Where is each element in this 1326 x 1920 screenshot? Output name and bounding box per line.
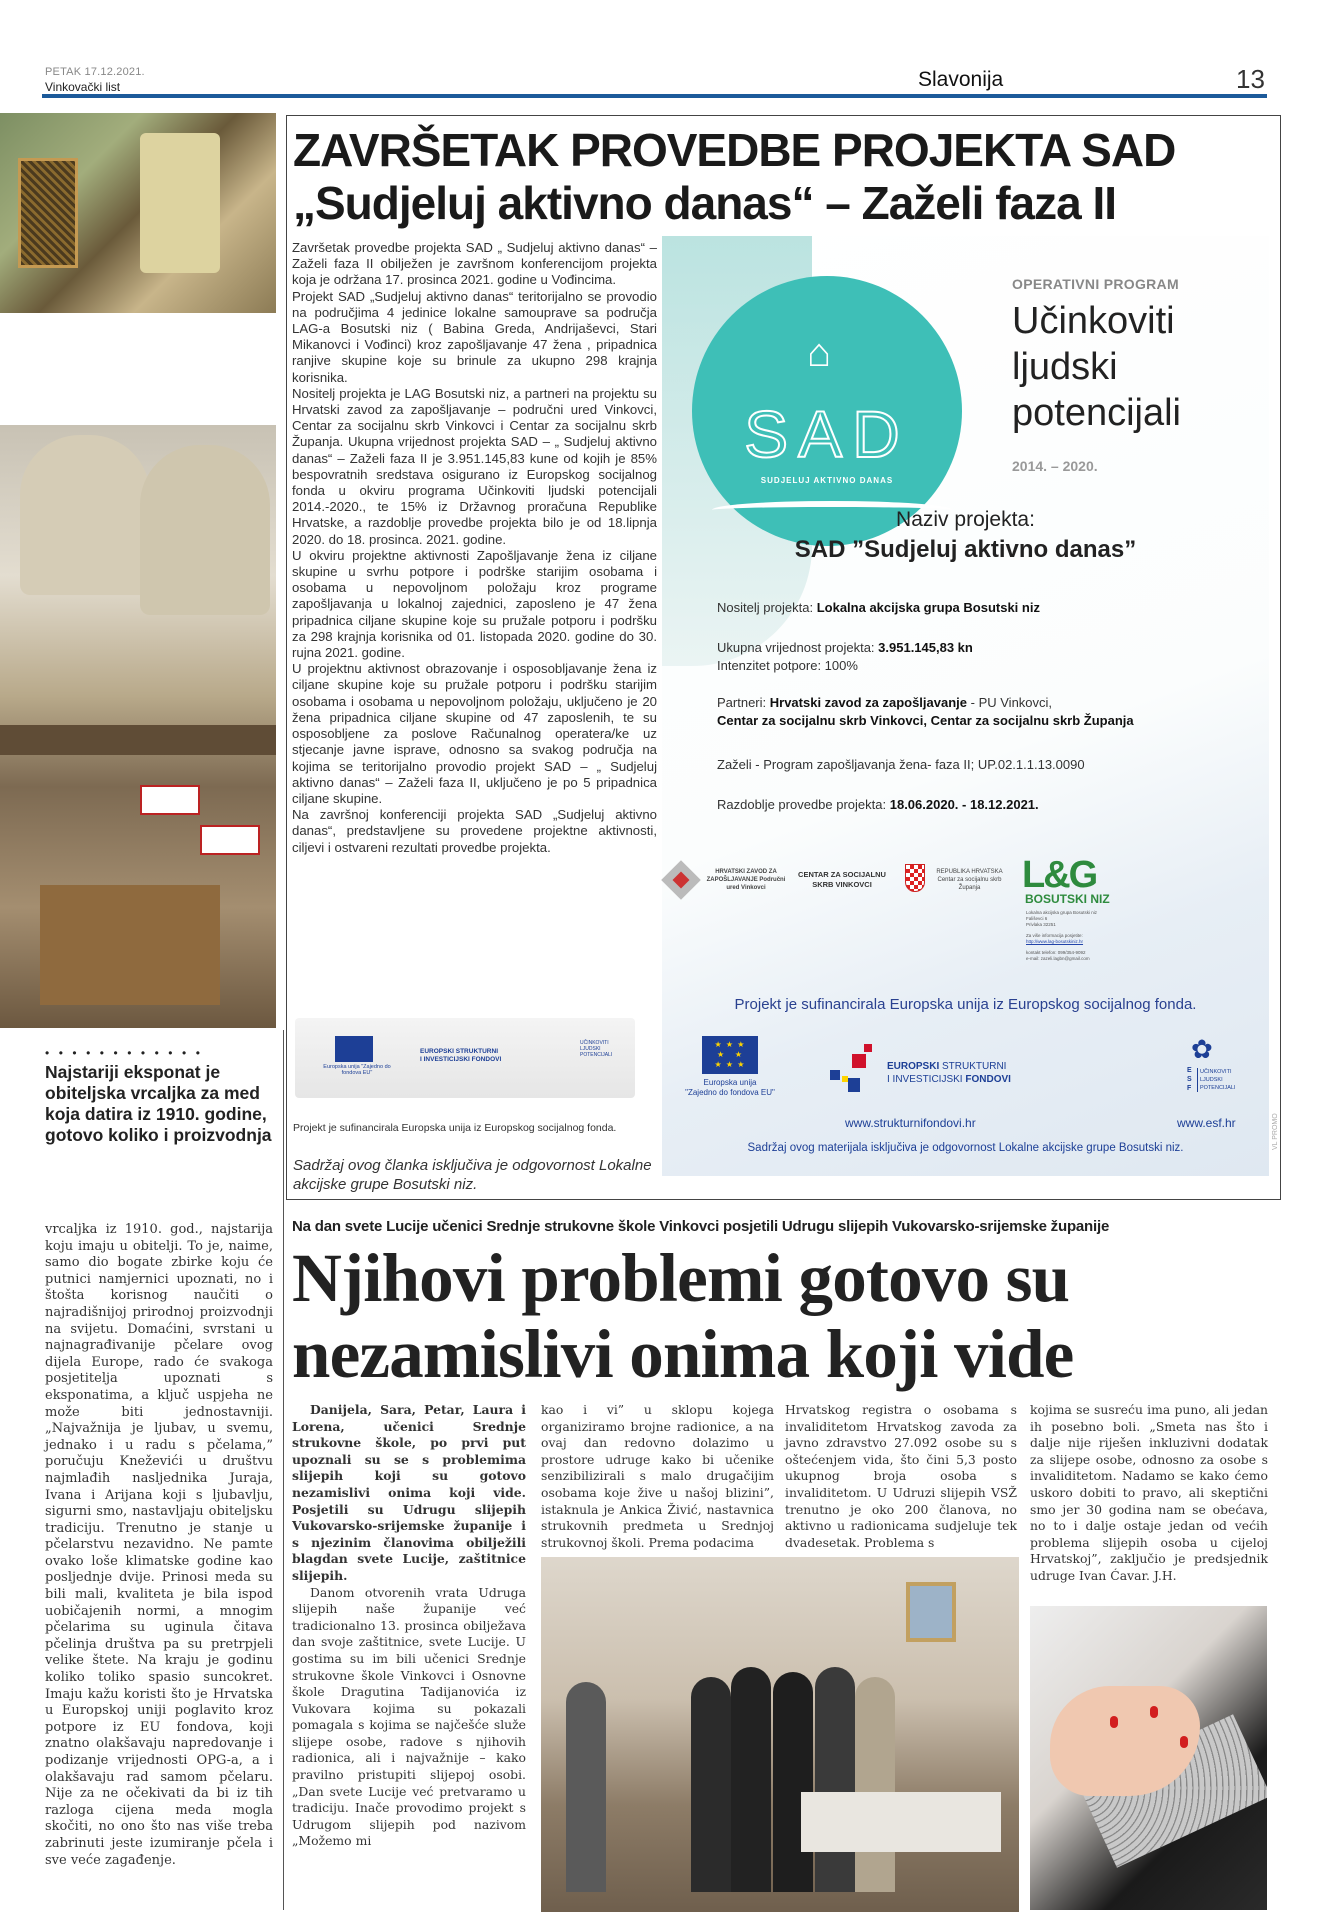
croatian-coat-of-arms-icon: [905, 864, 925, 892]
project-poster: [662, 236, 1269, 1176]
czss-vinkovci-label: CENTAR ZA SOCIJALNU SKRB VINKOVCI: [798, 870, 886, 889]
pinwheel-icon: ✿: [1191, 1034, 1213, 1064]
promo-paragraph: U okviru projektne aktivnosti Zapošljavanje žena iz ciljane skupine u svrhu potpore i podrške starijim osobama i osobama u nepovoljnom položaju kroz programe zapošljavanja u lokalnoj zajednici, zaposleno je 47 žena pripadnica ciljane skupine koje su pružale potporu i podršku za 298 krajnja korisnika od 01. listopada 2020. godine do 30. rujna 2021. godine.: [292, 547, 657, 661]
headline-line: Njihovi problemi gotovo su: [292, 1240, 1070, 1316]
esf-letters: E S F: [1187, 1067, 1192, 1092]
article-column-2: kao i vi” u sklopu kojega organiziramo brojne radionice, a na ovaj dan redovno dolazimo u prostore udruge kako bi učenike senzibilizirali s malo drugačijim osobama koje žive u našoj blizini”, istaknula je Ankica Živić, nastavnica strukovnih predmeta u Srednjoj strukovnoj školi. Prema podacima: [541, 1402, 774, 1550]
person: [691, 1677, 731, 1892]
page-number: 13: [1236, 64, 1265, 94]
esf-logo: [1179, 1034, 1239, 1112]
caption-dots: ••••••••••••: [45, 1046, 210, 1060]
students-visit-photo: [541, 1557, 1019, 1912]
esif-text: STRUKTURNI: [939, 1061, 1007, 1072]
op-title-line: Učinkoviti: [1012, 300, 1175, 342]
rh-label: REPUBLIKA HRVATSKA Centar za socijalnu skrb Županja: [936, 869, 1003, 891]
poster-cofinance-note: Projekt je sufinancirala Europska unija iz Europskog socijalnog fonda.: [734, 996, 1197, 1013]
article-kicker: Na dan svete Lucije učenici Srednje strukovne škole Vinkovci posjetili Udrugu slijepih Vukovarsko-srijemske županije: [292, 1218, 1110, 1235]
promo-paragraph: Nositelj projekta je LAG Bosutski niz, a partneri na projektu su Hrvatski zavod za zapošljavanje – područni ured Vinkovci, Centar za socijalnu skrb Vinkovci i Centar za socijalnu skrb Županja. Ukupna vrijednost projekta SAD – „ Sudjeluj aktivno danas“ – Zaželi faza II je 3.951.145,83 kune od kojih je 85% bespovratnih sredstava osigurano iz Europskog socijalnog fonda u okviru programa Učinkoviti ljudski potencijali 2014.-2020., te 15% iz Državnog proračuna Republike Hrvatske, a razdoblje provedbe projekta bilo je od 18.lipnja 2020. do 18. prosinca. 2021. godine.: [292, 385, 657, 547]
table: [801, 1792, 1001, 1852]
esf-text-line: UČINKOVITI: [1200, 1069, 1232, 1075]
photo-caption: Najstariji eksponat je obiteljska vrcaljka za med koja datira iz 1910. godine, gotovo koliko i proizvodnja: [45, 1062, 272, 1145]
promo-body: [292, 240, 657, 856]
op-title-line: ljudski: [1012, 346, 1118, 388]
project-name: SAD ”Sudjeluj aktivno danas”: [794, 536, 1137, 563]
header-rule: [42, 94, 1267, 98]
promo-credit: VL PROMO: [1272, 1113, 1279, 1150]
info-value: Lokalna akcijska grupa Bosutski niz: [816, 600, 1040, 615]
person: [815, 1667, 855, 1892]
beehive-skep: [20, 435, 150, 595]
column-divider: [283, 1030, 284, 1910]
esif-label: [420, 1048, 501, 1064]
op-label: OPERATIVNI PROGRAM: [1012, 276, 1179, 292]
wooden-box: [40, 885, 220, 1005]
op-years: 2014. – 2020.: [1012, 458, 1098, 474]
eu-label: Europska unija "Zajedno do fondova EU": [323, 1064, 391, 1076]
exhibit-label: [140, 785, 200, 815]
project-period: [717, 796, 1039, 814]
eu-flag-icon: [335, 1036, 373, 1062]
headline-line: nezamislivi onima koji vide: [292, 1316, 1074, 1392]
issue-date: PETAK 17.12.2021.: [45, 66, 145, 78]
article-paragraph: Danom otvorenih vrata Udruga slijepih naše županije već tradicionalno 13. prosinca obilježava dan svoje zaštitnice, svete Lucije. U gostima su im bili učenici Srednje strukovne škole Vinkovci i Osnovne škole Dragutina Tadijanovića iz Vukovara kojima su pokazali pomagala s kojima se najčešće služe slijepe osobe, radove s njihovih radionica, ali i najvažnije – kako pravilno pristupiti slijepoj osobi. „Dan svete Lucije već pretvaramo u tradiciju. Inače provodimo projekt s Udrugom slijepih pod nazivom „Možemo mi: [292, 1584, 526, 1849]
lag-email: e-mail: zazeli.lagbn@gmail.com: [1026, 956, 1090, 961]
left-column-article-text: vrcaljka iz 1910. god., najstarija koju imaju u obitelji. To je, naime, samo dio bogate zbirke koju će putnici namjernici upoznati, no i štošta korisnog naučiti o najradišnijoj prirodnoj proizvodnji na svijetu. Domaćini, svrstani u najnagrađivanije pčelare ovog dijela Europe, rado će svakoga posjetitelja upoznati s eksponatima, a ključ uspjeha ne može biti jednostavniji. „Najvažnija je ljubav, u svemu, jednako i u radu s pčelama,” poručuju Kneževići u društvu najmlađih nasljednika Juraja, Ivana i Arijana koji s ljubavlju, sigurni smo, nastavljaju obiteljsku tradiciju. Trenutno je stanje u pčelarstvu nezavidno. Ne pamte ovako loše klimatske godine kao posljednje dvije. Prinosi meda su bili mali, kvaliteta je bila ispod uobičajenih normi, a mnogim pčelarima su uginula čitava pčelinja društva pa su pretrpjeli velike štete. Na kraju je godinu koliko toliko spasio suncokret. Imaju kažu koristi što je Hrvatska u Europskoj uniji poglavito kroz potpore iz EU fondova, koji znatno olakšavaju napredovanje i podizanje vrijednosti OPG-a, a i olakšavaju rad samom pčelaru. Nije za ne očekivati da bi iz tih razloga cijena meda mogla skočiti, no ono što nas više treba zabrinuti jeste izumiranje pčela i sve veće zagađenje.: [45, 1222, 273, 1868]
article-column-4: kojima se susreću ima puno, ali jedan ih posebno boli. „Smeta nas što i dalje nije riješen inkluzivni dodatak za slijepe osobe, odnosno za osobe s invaliditetom. Nadamo se kako ćemo uskoro dobiti to pravo, ali skeptični smo jer 30 godina nam se obećava, no to i dalje ostaje jedan od većih problema slijepih osoba u cijeloj Hrvatskoj”, zaključio je predsjednik udruge Ivan Ćavar. J.H.: [1030, 1402, 1268, 1583]
esf-text-line: POTENCIJALI: [1200, 1085, 1236, 1091]
honeycomb-frame: [18, 158, 78, 268]
person: [773, 1672, 813, 1892]
shelf: [0, 725, 276, 755]
nail: [1150, 1706, 1158, 1718]
person: [566, 1682, 606, 1892]
promo-paragraph: Završetak provedbe projekta SAD „ Sudjeluj aktivno danas“ – Zaželi faza II obilježen je završnom konferencijom projekta koja je održana 17. prosinca 2021. godine u Vođincima.: [292, 240, 657, 288]
support-intensity: Intenzitet potpore: 100%: [717, 658, 858, 673]
esf-logo-icon: UČINKOVITI LJUDSKI POTENCIJALI: [580, 1040, 613, 1058]
promo-disclaimer: Sadržaj ovog članka isključiva je odgovornost Lokalne akcijske grupe Bosutski niz.: [293, 1157, 652, 1193]
promo-paragraph: Projekt SAD „Sudjeluj aktivno danas“ teritorijalno se provodio na područjima 4 jedinice lokalne samouprave sa područja LAG-a Bosutski niz ( Babina Greda, Andrijaševci, Stari Mikanovci i Vođinci) kroz zapošljavanje 47 žena , pripadnica ranjive skupine koje su brinule za ukupno 298 krajnja korisnika.: [292, 288, 657, 385]
info-value: Hrvatski zavod za zapošljavanje: [769, 695, 968, 710]
lag-logo-subtitle: BOSUTSKI NIZ: [1025, 892, 1110, 906]
house-icon: ⌂: [807, 331, 832, 375]
op-title: [1012, 298, 1181, 436]
article-column-3: Hrvatskog registra o osobama s invaliditetom Hrvatskog zavoda za javno zdravstvo 27.092 osobe su s oštećenjem vida, što čini 5,3 posto ukupnog broja osoba s invaliditetom. U Udruzi slijepih VSŽ trenutno je oko 200 članova, no aktivno u radionicama sudjeluje tek dvadesetak. Problema s: [785, 1402, 1017, 1550]
op-title-line: potencijali: [1012, 392, 1181, 434]
poster-disclaimer: Sadržaj ovog materijala isključiva je odgovornost Lokalne akcijske grupe Bosutski niz.: [747, 1142, 1184, 1154]
lag-address: Fališevci 6: [1026, 916, 1048, 921]
lag-info: Za više informacija posjetite:: [1026, 933, 1083, 938]
info-value: 3.951.145,83 kn: [878, 640, 973, 655]
exhibit-label: [200, 825, 260, 855]
lag-contact: [1026, 910, 1136, 962]
lag-website-link[interactable]: http://www.lag-bosutskiniz.hr: [1026, 939, 1084, 944]
programme-code: Zaželi - Program zapošljavanja žena- faza II; UP.02.1.1.13.0090: [717, 757, 1085, 772]
eu-flag-icon: ★ ★ ★ ★ ★ ★ ★ ★: [702, 1036, 758, 1074]
lag-logo: L&G: [1022, 854, 1097, 896]
info-label: Nositelj projekta:: [717, 600, 817, 615]
lag-address: Privlaka 32251: [1026, 922, 1056, 927]
esf-text-line: LJUDSKI: [1200, 1077, 1223, 1083]
article-column-1: [292, 1402, 526, 1850]
esf-link[interactable]: www.esf.hr: [1177, 1116, 1236, 1130]
info-value: Centar za socijalnu skrb Vinkovci, Centar za socijalnu skrb Županja: [717, 713, 1134, 728]
section-title: Slavonija: [918, 68, 1004, 91]
project-label: Naziv projekta:: [896, 508, 1035, 531]
eu-label-line: "Zajedno do fondova EU": [685, 1088, 775, 1097]
project-value: [717, 639, 973, 675]
hzz-label: HRVATSKI ZAVOD ZA ZAPOŠLJAVANJE Područni ured Vinkovci: [706, 869, 786, 891]
article-headline: [292, 1240, 1292, 1392]
partner-logos: [662, 854, 1269, 961]
project-holder: [717, 599, 1040, 617]
promo-paragraph: U projektnu aktivnost obrazovanje i osposobljavanje žena iz ciljane skupine koje su pružale potporu i podršku starijim osobama i osobama u nepovoljnom položaju, uključeno je 20 žena pripadnica ciljane skupine od 47 zaposlenih, te su osposobljene za poslove Računalnog operatera/ke uz stjecanje javne isprave, odnosno sa svakog područja na kojima se teritorijalno provodio projekt SAD – „ Sudjeluj aktivno danas“ – Zaželi faza II, uključeno je po 5 pripadnica ciljane skupine.: [292, 661, 657, 806]
eu-label-line: Europska unija: [703, 1078, 757, 1087]
promo-title-line2: „Sudjeluj aktivno danas“ – Zaželi faza II: [293, 177, 1117, 229]
esif-text: FONDOVI: [965, 1074, 1011, 1085]
info-value: 18.06.2020. - 18.12.2021.: [889, 797, 1039, 812]
cofinance-note: Projekt je sufinancirala Europska unija iz Europskog socijalnog fonda.: [293, 1122, 617, 1134]
article-lead: Danijela, Sara, Petar, Laura i Lorena, učenici Srednje strukovne škole, po prvi put upoznali su se s problemima slijepih koji su gotovo nezamislivi onima koji vide. Posjetili su Udrugu slijepih Vukovarsko-srijemske županije i s njezinim članovima obilježili blagdan svete Lucije, zaštitnice slijepih.: [292, 1402, 526, 1583]
cloth-shape: [140, 133, 220, 273]
nail: [1180, 1736, 1188, 1748]
braille-reading-photo: [1030, 1606, 1267, 1910]
eu-label: [682, 1078, 778, 1098]
sad-logo-text: SAD: [744, 397, 910, 471]
promo-paragraph: Na završnoj konferenciji projekta SAD „Sudjeluj aktivno danas“, predstavljene su provedene projektne aktivnosti, ciljevi i ostvareni rezultati provedbe projekta.: [292, 807, 657, 855]
person: [855, 1677, 895, 1892]
wall-painting: [906, 1582, 956, 1642]
structural-funds-link[interactable]: www.strukturnifondovi.hr: [845, 1116, 976, 1130]
esif-text: EUROPSKI: [887, 1061, 940, 1072]
beekeeping-frame-photo: [0, 113, 276, 313]
sad-logo: [692, 276, 962, 546]
esf-text: [1197, 1068, 1235, 1092]
esif-text: I INVESTICIJSKI: [887, 1074, 966, 1085]
beekeeping-museum-photo: [0, 425, 276, 1028]
project-partners: [717, 694, 1134, 730]
esif-label: [887, 1060, 1011, 1086]
beehive-skep: [140, 445, 270, 615]
esif-line: EUROPSKI STRUKTURNI: [420, 1048, 499, 1055]
info-label: Ukupna vrijednost projekta:: [717, 640, 879, 655]
person: [731, 1667, 771, 1892]
hzz-logo-icon: [661, 860, 701, 900]
info-value: - PU Vinkovci,: [967, 695, 1053, 710]
lag-address: Lokalna akcijska grupa Bosutski niz: [1026, 910, 1098, 915]
sad-logo-subtitle: SUDJELUJ AKTIVNO DANAS: [760, 476, 894, 485]
info-label: Partneri:: [717, 695, 770, 710]
nail: [1110, 1716, 1118, 1728]
esif-line: I INVESTICIJSKI FONDOVI: [420, 1056, 502, 1063]
promo-title-line1: ZAVRŠETAK PROVEDBE PROJEKTA SAD: [293, 124, 1176, 176]
esif-logo-icon: [830, 1044, 880, 1094]
newspaper-name: Vinkovački list: [45, 80, 121, 94]
eu-funds-banner: [295, 1018, 635, 1098]
info-label: Razdoblje provedbe projekta:: [717, 797, 890, 812]
lag-phone: kontakt telefon: 099/354-9092: [1026, 950, 1086, 955]
